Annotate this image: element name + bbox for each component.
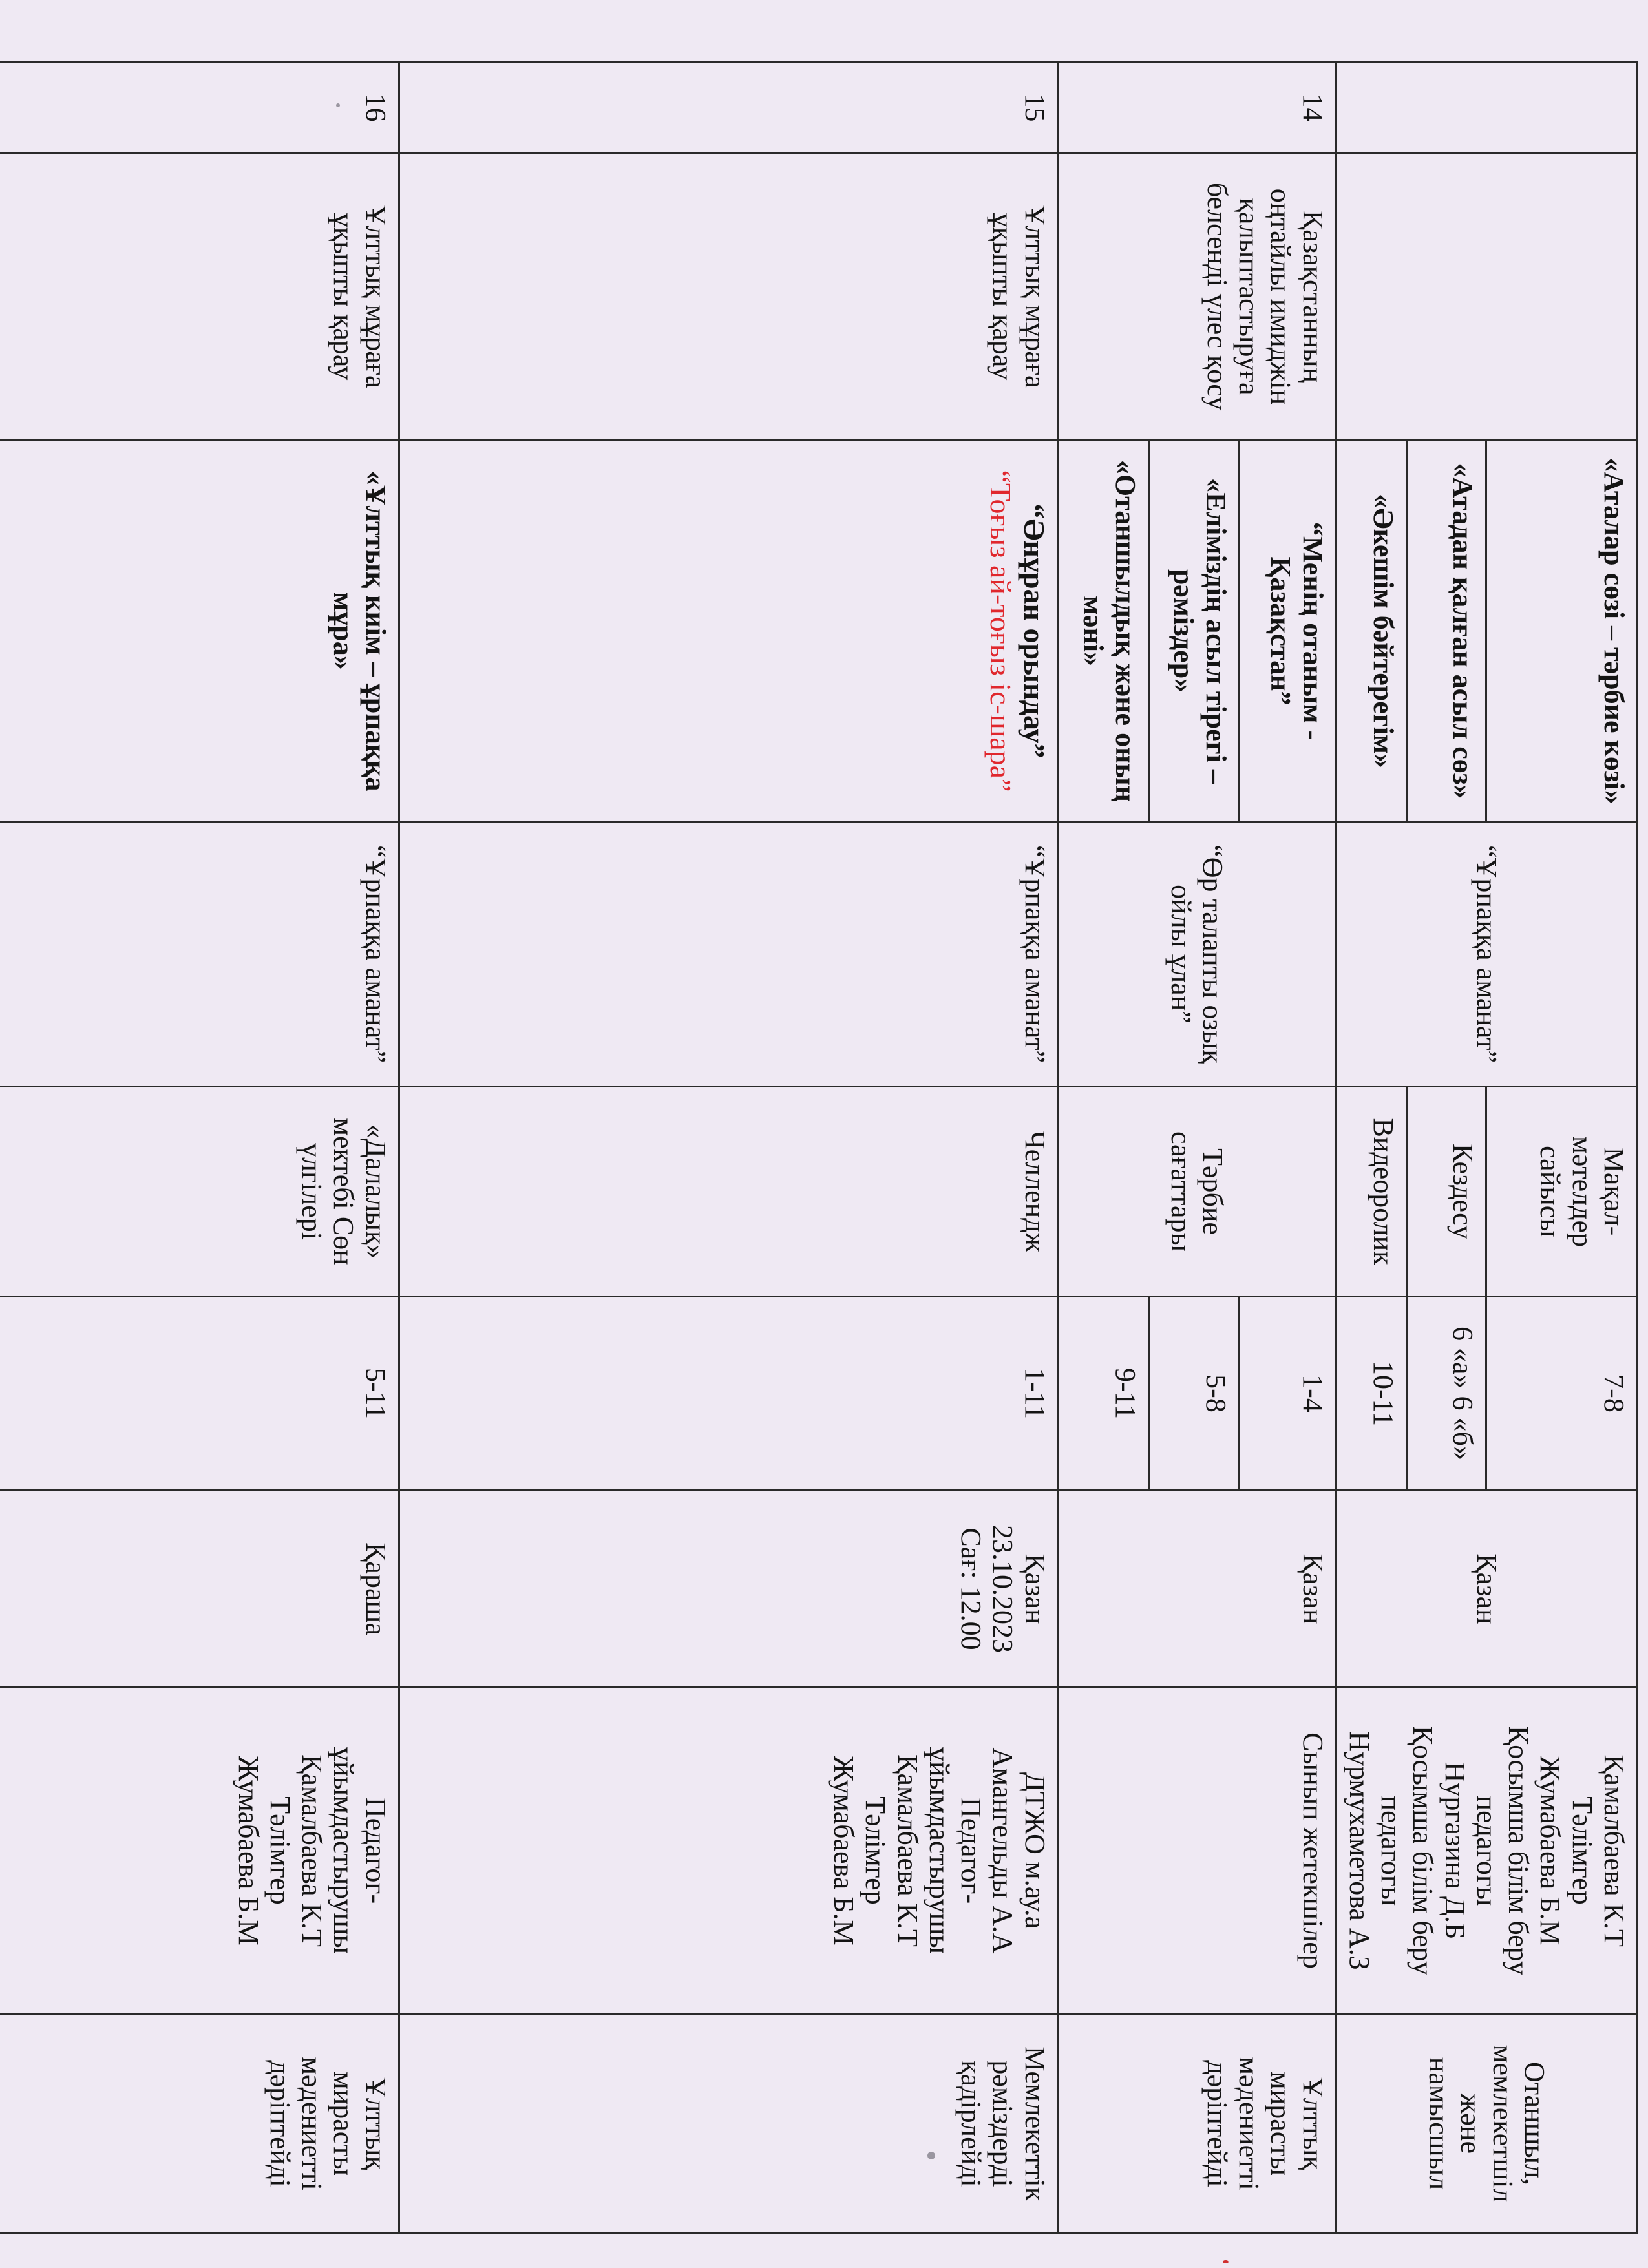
- responsible-line: Жумабаева Б.М: [1534, 1756, 1567, 1946]
- responsible-line: Тәлімгер: [264, 1796, 296, 1905]
- responsible-line: Педагог-ұйымдастырушы: [328, 1747, 392, 1955]
- grade-cell: 1-11: [399, 1297, 1058, 1491]
- task-cell: Қазақстанның оңтайлы имиджін қалыптастыруға белсенді үлес қосу: [1058, 153, 1336, 441]
- date-cell: Қазан 23.10.2023 Сағ: 12.00: [399, 1491, 1058, 1688]
- responsible-line: Сынып жетекшілер: [1296, 1732, 1329, 1969]
- grade-cell: 10-11: [1336, 1297, 1407, 1491]
- result-cell: Ұлттық мирасты мәдениетті дәріптейді: [0, 2014, 399, 2234]
- form-cell: Челлендж: [399, 1087, 1058, 1297]
- form-cell: «Далалық» мектебі Сөн үлгілері: [0, 1087, 399, 1297]
- scan-speck: [336, 103, 340, 107]
- grade-cell: 7-8: [1486, 1297, 1638, 1491]
- result-cell: Отаншыл, мемлекетшіл және намысшыл: [1336, 2014, 1637, 2234]
- project-cell: “Ұрпаққа аманат”: [399, 822, 1058, 1087]
- project-cell: “Ұрпаққа аманат”: [0, 822, 399, 1087]
- responsible-line: Қосымша білім беру педагогы: [1375, 1725, 1439, 1976]
- responsible-line: Педагог-ұйымдастырушы: [923, 1747, 988, 1955]
- responsible-cell: [1336, 1688, 1637, 2014]
- event-title: «Әкешім бәйтерегім»: [1336, 441, 1407, 822]
- grade-cell: 9-11: [1058, 1297, 1148, 1491]
- row-number: 16: [0, 63, 399, 153]
- result-cell: Мемлекеттік рәміздерді қадірлейді: [399, 2014, 1058, 2234]
- row-number: 15: [399, 63, 1058, 153]
- grade-cell: 5-11: [0, 1297, 399, 1491]
- responsible-line: Тәлімгер: [860, 1796, 892, 1905]
- task-cell: Ұлттық мұраға ұқыпты қарау: [0, 153, 399, 441]
- responsible-line: Қамалбаева К.Т: [296, 1754, 328, 1947]
- grade-cell: 6 «а» 6 «б»: [1407, 1297, 1486, 1491]
- date-cell: Қараша: [0, 1491, 399, 1688]
- event-title: «Ұлттық киім – ұрпаққа мұра»: [0, 441, 399, 822]
- event-title: «Еліміздің асыл тірегі – рәміздер»: [1148, 441, 1239, 822]
- responsible-cell: [1058, 1688, 1336, 2014]
- event-title: «Атадан қалған асыл сөз»: [1407, 441, 1486, 822]
- form-cell: Мақал-мәтелдер сайысы: [1486, 1087, 1638, 1297]
- grade-cell: 5-8: [1148, 1297, 1239, 1491]
- event-title: “Әнұран орындау”: [1017, 503, 1051, 759]
- form-cell: Видеоролик: [1336, 1087, 1407, 1297]
- task-cell: Ұлттық мұраға ұқыпты қарау: [399, 153, 1058, 441]
- grade-cell: 1-4: [1239, 1297, 1336, 1491]
- row-number: [1336, 63, 1637, 153]
- date-cell: Қазан: [1336, 1491, 1637, 1688]
- project-cell: “Өр талапты озық ойлы ұлан”: [1058, 822, 1336, 1087]
- highlight-note: “Тоғыз ай-тоғыз іс-шара”: [984, 470, 1018, 792]
- responsible-cell: [0, 1688, 399, 2014]
- date-cell: Қазан: [1058, 1491, 1336, 1688]
- responsible-line: ДТЖО м.ау.а: [1019, 1772, 1051, 1929]
- responsible-line: Қамалбаева К.Т: [1598, 1754, 1630, 1947]
- result-cell: Ұлттық мирасты мәдениетті дәріптейді: [1058, 2014, 1336, 2234]
- table-row: [1486, 63, 1638, 2234]
- scan-speck: [927, 2152, 935, 2159]
- responsible-line: Амангельды А.А: [987, 1747, 1019, 1954]
- responsible-line: Жумабаева Б.М: [232, 1756, 264, 1946]
- form-cell: Кездесу: [1407, 1087, 1486, 1297]
- responsible-line: Тәлімгер: [1566, 1796, 1598, 1905]
- event-plan-table: [0, 61, 1638, 2234]
- table-row: [399, 63, 1058, 2234]
- project-cell: “Ұрпаққа аманат”: [1336, 822, 1637, 1087]
- rotated-page: [55, 61, 1638, 2232]
- event-title-cell: [399, 441, 1058, 822]
- row-number: 14: [1058, 63, 1336, 153]
- event-title: «Аталар сөзі – тәрбие көзі»: [1486, 441, 1638, 822]
- responsible-cell: [399, 1688, 1058, 2014]
- event-title: «Отаншылдық және оның мәні»: [1058, 441, 1148, 822]
- task-cell: [1336, 153, 1637, 441]
- responsible-line: Жумабаева Б.М: [828, 1756, 860, 1946]
- table-row: [0, 63, 399, 2234]
- table-row: [1239, 63, 1336, 2234]
- responsible-line: Қамалбаева К.Т: [891, 1754, 924, 1947]
- scan-speck: [1223, 2260, 1229, 2263]
- responsible-line: Нургазина Д.Б: [1439, 1761, 1471, 1940]
- event-title: “Менің отаным - Қазақстан”: [1239, 441, 1336, 822]
- form-cell: Тәрбие сағаттары: [1058, 1087, 1336, 1297]
- responsible-line: Қосымша білім беру педагогы: [1470, 1725, 1535, 1976]
- responsible-line: Нурмухаметова А.З: [1343, 1731, 1375, 1970]
